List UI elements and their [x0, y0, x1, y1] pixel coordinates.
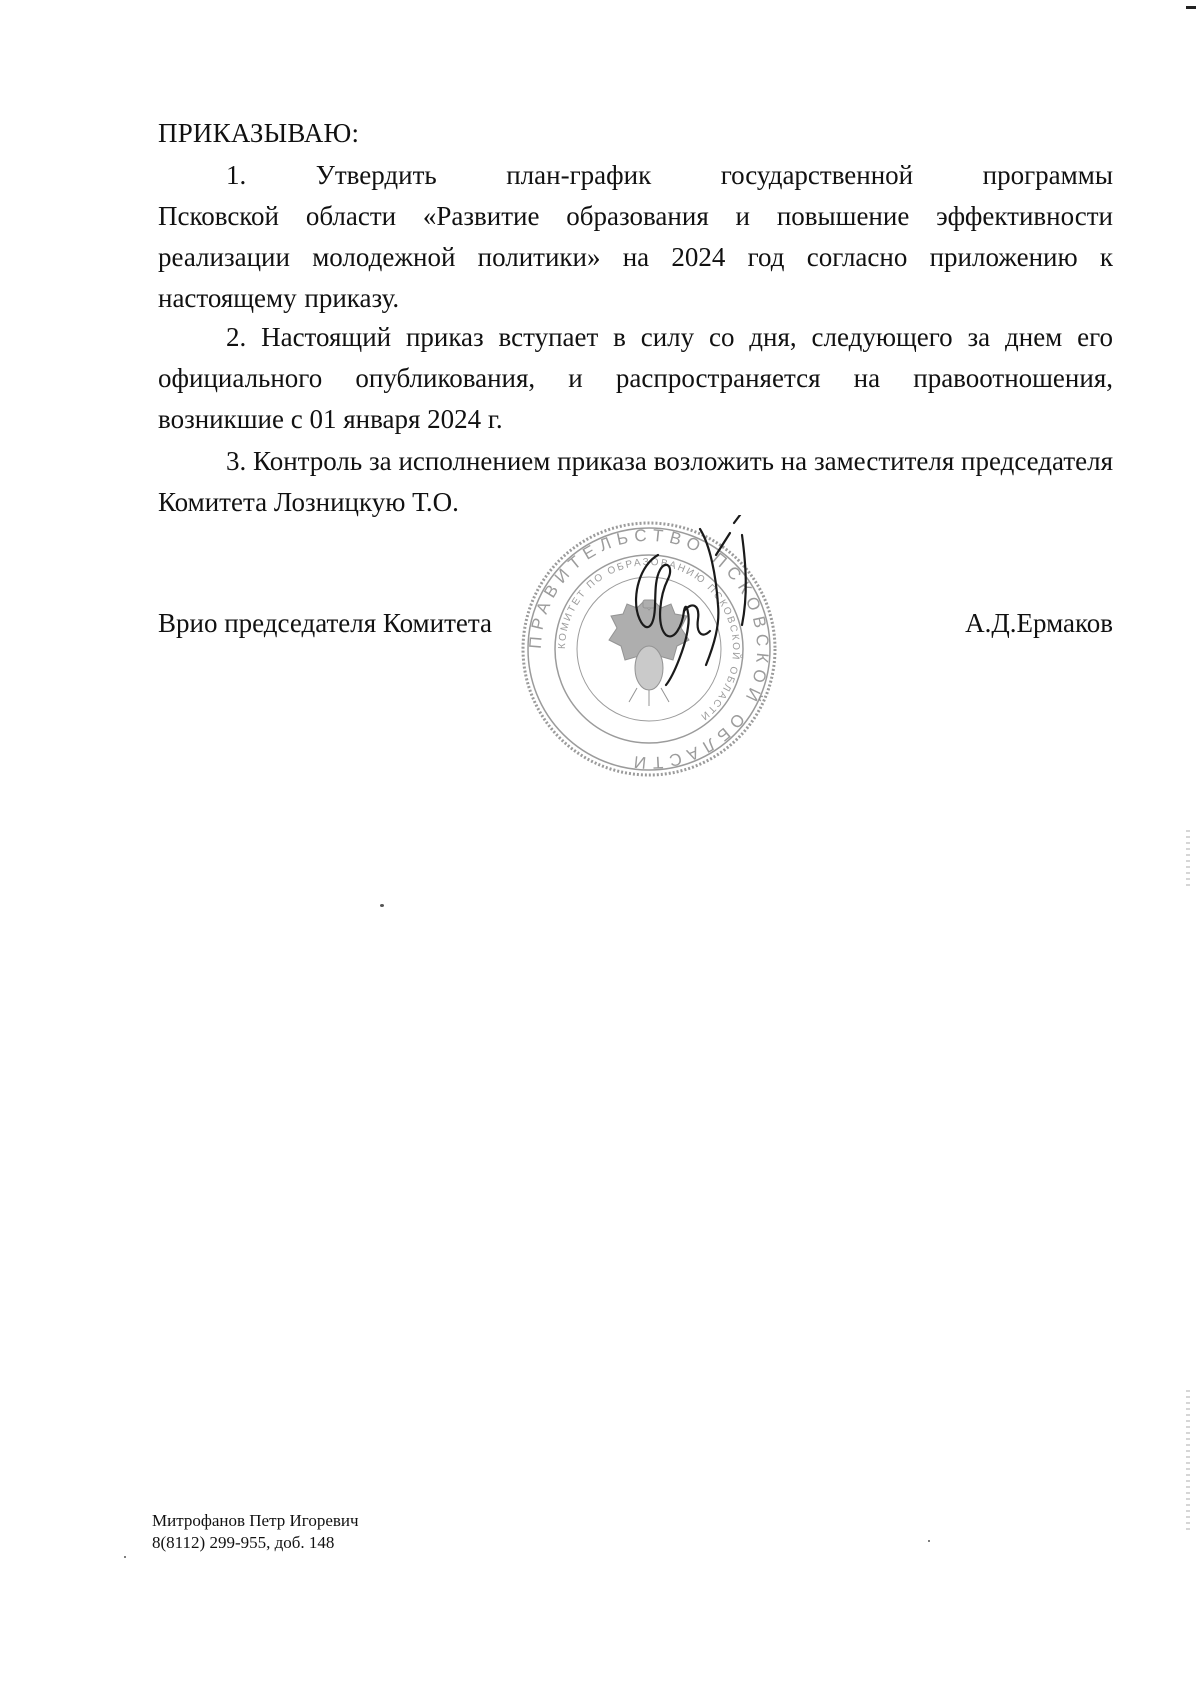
executor-phone: 8(8112) 299-955, доб. 148	[152, 1533, 335, 1552]
signatory-name: А.Д.Ермаков	[965, 608, 1113, 638]
handwritten-signature	[630, 515, 780, 705]
executor-info	[152, 1510, 359, 1554]
stamp-outer-text: ПРАВИТЕЛЬСТВО ПСКОВСКОЙ ОБЛАСТИ	[525, 525, 773, 773]
scan-speck	[928, 1540, 930, 1542]
paragraph-1-word-4: программы	[982, 160, 1113, 190]
stamp-inner-text: КОМИТЕТ ПО ОБРАЗОВАНИЮ ПСКОВСКОЙ ОБЛАСТИ	[556, 556, 742, 723]
scan-speck	[124, 1556, 126, 1558]
scan-edge-mark	[1186, 6, 1196, 9]
paragraph-1-first-line	[158, 155, 1113, 196]
paragraph-2: 2. Настоящий приказ вступает в силу со дня, следующего за днем его официального опубликования, и распространяется на правоотношения, возникшие с 01 января 2024 г.	[158, 322, 1113, 434]
paragraph-3: 3. Контроль за исполнением приказа возложить на заместителя председателя Комитета Лозницкую Т.О.	[158, 446, 1113, 517]
paragraph-1	[158, 155, 1113, 319]
paragraph-1-word-1: Утвердить	[315, 160, 437, 190]
paragraph-1-word-3: государственной	[720, 160, 914, 190]
paragraph-1-rest: Псковской области «Развитие образования и повышение эффективности реализации молодежной политики» на 2024 год согласно приложению к настоящему приказу.	[158, 201, 1113, 313]
position-title: Врио председателя Комитета	[158, 608, 492, 638]
executor-name: Митрофанов Петр Игоревич	[152, 1511, 359, 1530]
scan-margin-noise	[1186, 830, 1190, 890]
scan-speck	[380, 904, 384, 907]
paragraph-1-word-2: план-график	[506, 160, 652, 190]
scan-margin-noise	[1186, 1390, 1190, 1530]
paragraph-1-number: 1.	[226, 160, 247, 190]
order-heading: ПРИКАЗЫВАЮ:	[158, 118, 360, 148]
